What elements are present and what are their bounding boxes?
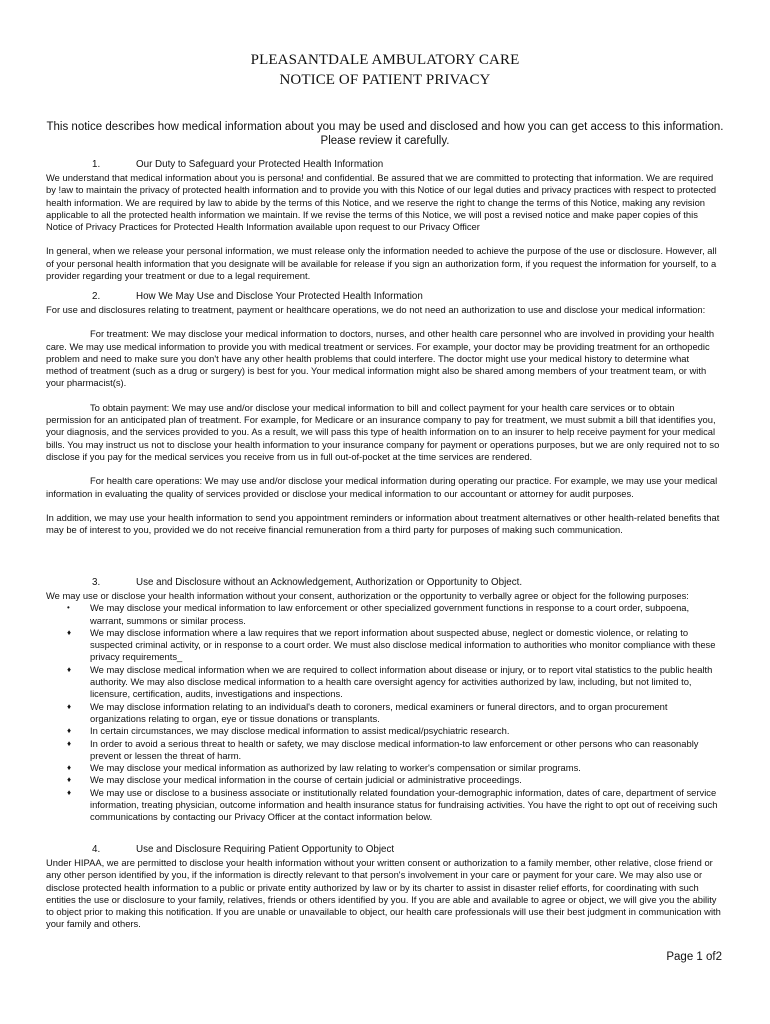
list-item [46,762,722,774]
section-heading [46,159,722,172]
bullet-icon: • [67,603,70,613]
section-number: 2. [92,291,101,302]
paragraph-operations: For health care operations: We may use and/or disclose your medical information during operating our practice. For example, we may use your medical information in evaluating the quality of services provided or disclose your medical information to our accountant or attorney for audit purposes. [46,475,718,499]
list-item-text: We may disclose your medical information in the course of certain judicial or administrative proceedings. [90,774,522,786]
paragraph: We understand that medical information about you is persona! and confidential. Be assured that we are committed to protecting that information. We are required by !aw to maintain the privacy of protected health information and to provide you with this Notice of our legal duties and privacy practices with respect to protected health information. We are required by law to abide by the terms of this Notice, and we reserve the right to change the terms of this Notice, making any revision applicable to all the protected health information we maintain. If we revise the terms of this Notice, we will post a revised notice and make paper copies of this Notice of Privacy Practices for Protected Health Information available upon request to our Privacy Officer [46,172,717,233]
paragraph: Under HIPAA, we are permitted to disclose your health information without your written consent or authorization to a family member, other relative, close friend or any other person identified by you, if the information is directly relevant to that person's involvement in your care or payment for your care. We may also use or disclose protected health information to a public or private entity authorized by law or by its charter to assist in disaster relief efforts, for coordinating with such entities the use or disclosure to your family, relatives, friends or others identified by you. If you are able and available to agree or object, we will give you the ability to object prior to making this notification. If you are unable or unavailable to object, our health care professionals will use their best judgment in communication with your family and others. [46,857,721,930]
bullet-icon: ♦ [67,701,72,711]
list-item [46,774,722,786]
page-number: Page 1 of2 [666,951,722,963]
paragraph: In general, when we release your personal information, we must release only the information needed to achieve the purpose of the use or disclosure. However, all of your personal health information that you designate will be available for release if you sign an authorization form, if you request the information for yourself, to a provider regarding your treatment or due to a legal requirement. [46,245,717,282]
list-item-text: We may disclose your medical information as authorized by law relating to worker's compensation or similar programs. [90,762,581,774]
list-item-text: We may disclose information where a law requires that we report information about suspected abuse, neglect or domestic violence, or relating to suspected criminal activity, or in response to a court order. We must also disclose medical information to authorities who monitor compliance with these privacy requirements_ [90,626,716,663]
list-item-text: We may use or disclose to a business associate or institutionally related foundation your-demographic information, dates of care, department of service information, treating physician, outcome information and health insurance status for fundraising activities. You have the right to opt out of receiving such communications by contacting our Privacy Officer at the contact information below. [90,786,718,823]
document-title: PLEASANTDALE AMBULATORY CARE [250,52,520,68]
paragraph-payment: To obtain payment: We may use and/or disclose your medical information to bill and collect payment for your health care services or to obtain permission for an anticipated plan of treatment. For example, for Medicare or an insurance company to pay for treatment, we must submit a bill that identifies you, your diagnosis, and the services provided to you. As a result, we will pass this type of health information on to an insurer to help receive payment for your medical bills. You may instruct us not to disclose your health information to your insurance company for payment or operations purposes, but we are only required not to so disclose if you pay for the medical services you receive from us in full out-of-pocket at the time services are rendered. [46,401,720,462]
bullet-icon: ♦ [67,775,72,785]
section-2 [46,291,722,536]
section-number: 1. [92,159,101,170]
list-item [46,602,722,627]
section-title: Use and Disclosure without an Acknowledgement, Authorization or Opportunity to Object. [136,577,523,588]
list-item [46,664,722,701]
bullet-icon: ♦ [67,787,72,797]
list-item [46,725,722,737]
bullet-icon: ♦ [67,726,72,736]
document-subtitle: NOTICE OF PATIENT PRIVACY [279,72,491,88]
list-item [46,738,722,763]
paragraph-treatment: For treatment: We may disclose your medical information to doctors, nurses, and other health care personnel who are involved in providing your health care. We may use medical information to provide you with medical treatment or services. For example, your doctor may be providing treatment for an orthopedic problem and need to make sure you don't have any other health problems that could interfere. The doctor might use your medical history to determine what method of treatment (such as a drug or surgery) is best for you. Your medical information might also be shared among members of your treatment team, or with your pharmacist(s). [46,328,715,389]
section-title: Our Duty to Safeguard your Protected Health Information [136,159,384,170]
list-item-text: We may disclose medical information when we are required to collect information about disease or injury, or to report vital statistics to the public health authority. We may also disclose medical information to a health care oversight agency for activities authorized by law, including, but not limited to, licensure, certification, audits, investigations and inspections. [90,663,713,700]
list-item-text: In order to avoid a serious threat to health or safety, we may disclose medical information-to law enforcement or other persons who can reasonably prevent or lessen the threat of harm. [90,737,699,761]
paragraph: We may use or disclose your health information without your consent, authorization or the opportunity to verbally agree or object for the following purposes: [46,590,689,601]
section-3 [46,577,722,824]
section-title: How We May Use and Disclose Your Protected Health Information [136,291,423,302]
list-item-text: In certain circumstances, we may disclose medical information to assist medical/psychiatric research. [90,725,510,737]
bullet-icon: ♦ [67,664,72,674]
section-number: 3. [92,577,101,588]
paragraph: In addition, we may use your health information to send you appointment reminders or information about treatment alternatives or other health-related benefits that may be of interest to you, provided we do not receive financial remuneration from a third party for purposes of making such communication. [46,511,720,536]
section-heading [46,844,722,857]
section-number: 4. [92,844,101,855]
list-item [46,701,722,726]
list-item-text: We may disclose your medical information to law enforcement or other specialized government functions in response to a court order, subpoena, warrant, summons or similar process. [90,602,690,626]
list-item-text: We may disclose information relating to an individual's death to coroners, medical examiners or funeral directors, and to organ procurement organizations relating to organ, eye or tissue donations or transplants. [90,700,668,724]
section-1 [46,159,722,282]
bullet-icon: ♦ [67,627,72,637]
bullet-icon: ♦ [67,738,72,748]
section-title: Use and Disclosure Requiring Patient Opportunity to Object [136,844,395,855]
bullet-list [46,602,722,823]
bullet-icon: ♦ [67,763,72,773]
list-item [46,627,722,664]
section-heading [46,577,722,590]
intro-notice: This notice describes how medical information about you may be used and disclosed and how you can get access to this information. Please review it carefully. [46,121,724,147]
section-heading [46,291,722,304]
paragraph: For use and disclosures relating to treatment, payment or healthcare operations, we do not need an authorization to use and disclose your medical information: [46,304,706,315]
section-4 [46,844,722,931]
list-item [46,787,722,824]
